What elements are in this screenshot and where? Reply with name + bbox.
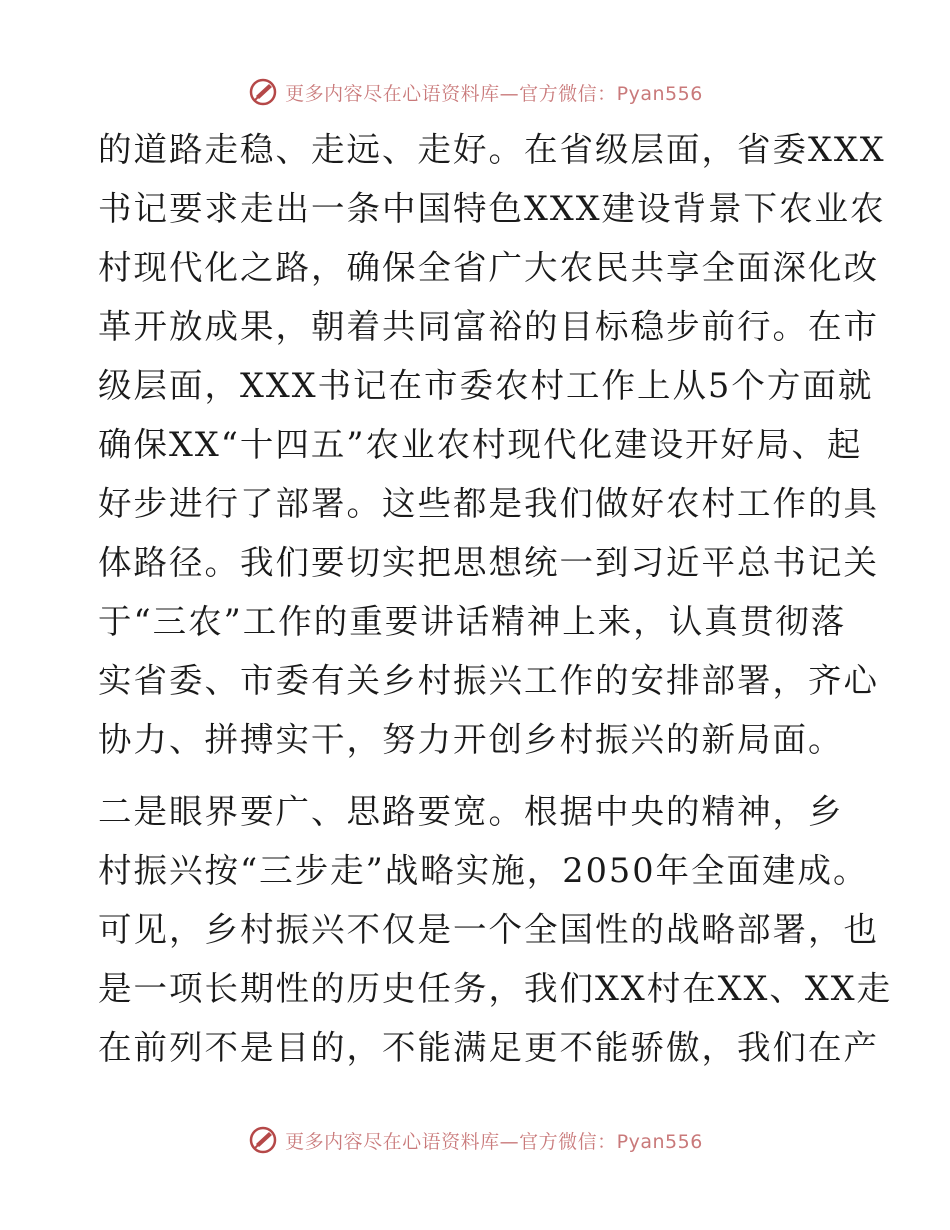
text-line: 协力、拼搏实干，努力开创乡村振兴的新局面。	[98, 720, 844, 759]
text-line: 实省委、市委有关乡村振兴工作的安排部署，齐心	[98, 661, 879, 700]
paragraph	[98, 120, 886, 769]
watermark-text: 更多内容尽在心语资料库—官方微信：Pyan556	[285, 82, 703, 105]
paragraph	[98, 782, 893, 1077]
text-line: 村现代化之路，确保全省广大农民共享全面深化改	[98, 248, 879, 287]
text-line: 体路径。我们要切实把思想统一到习近平总书记关	[98, 543, 879, 582]
text-line: 确保XX“十四五”农业农村现代化建设开好局、起	[98, 425, 863, 464]
watermark-text: 更多内容尽在心语资料库—官方微信：Pyan556	[285, 1130, 703, 1153]
text-line: 可见，乡村振兴不仅是一个全国性的战略部署，也	[98, 910, 879, 949]
text-line: 的道路走稳、走远、走好。在省级层面，省委XXX	[98, 130, 886, 169]
text-line: 在前列不是目的，不能满足更不能骄傲，我们在产	[98, 1028, 879, 1067]
text-line: 于“三农”工作的重要讲话精神上来，认真贯彻落	[98, 602, 847, 641]
text-line: 好步进行了部署。这些都是我们做好农村工作的具	[98, 484, 879, 523]
footer-watermark	[0, 1120, 950, 1160]
watermark-logo-icon	[247, 1124, 279, 1156]
text-line: 二是眼界要广、思路要宽。根据中央的精神，乡	[98, 792, 844, 831]
text-line: 村振兴按“三步走”战略实施，2050年全面建成。	[98, 851, 869, 890]
text-line: 级层面，XXX书记在市委农村工作上从5个方面就	[98, 366, 874, 405]
text-line: 革开放成果，朝着共同富裕的目标稳步前行。在市	[98, 307, 879, 346]
document-body	[98, 120, 893, 1077]
header-watermark	[0, 72, 950, 112]
watermark-logo-icon	[247, 76, 279, 108]
text-line: 是一项长期性的历史任务，我们XX村在XX、XX走	[98, 969, 893, 1008]
text-line: 书记要求走出一条中国特色XXX建设背景下农业农	[98, 189, 886, 228]
